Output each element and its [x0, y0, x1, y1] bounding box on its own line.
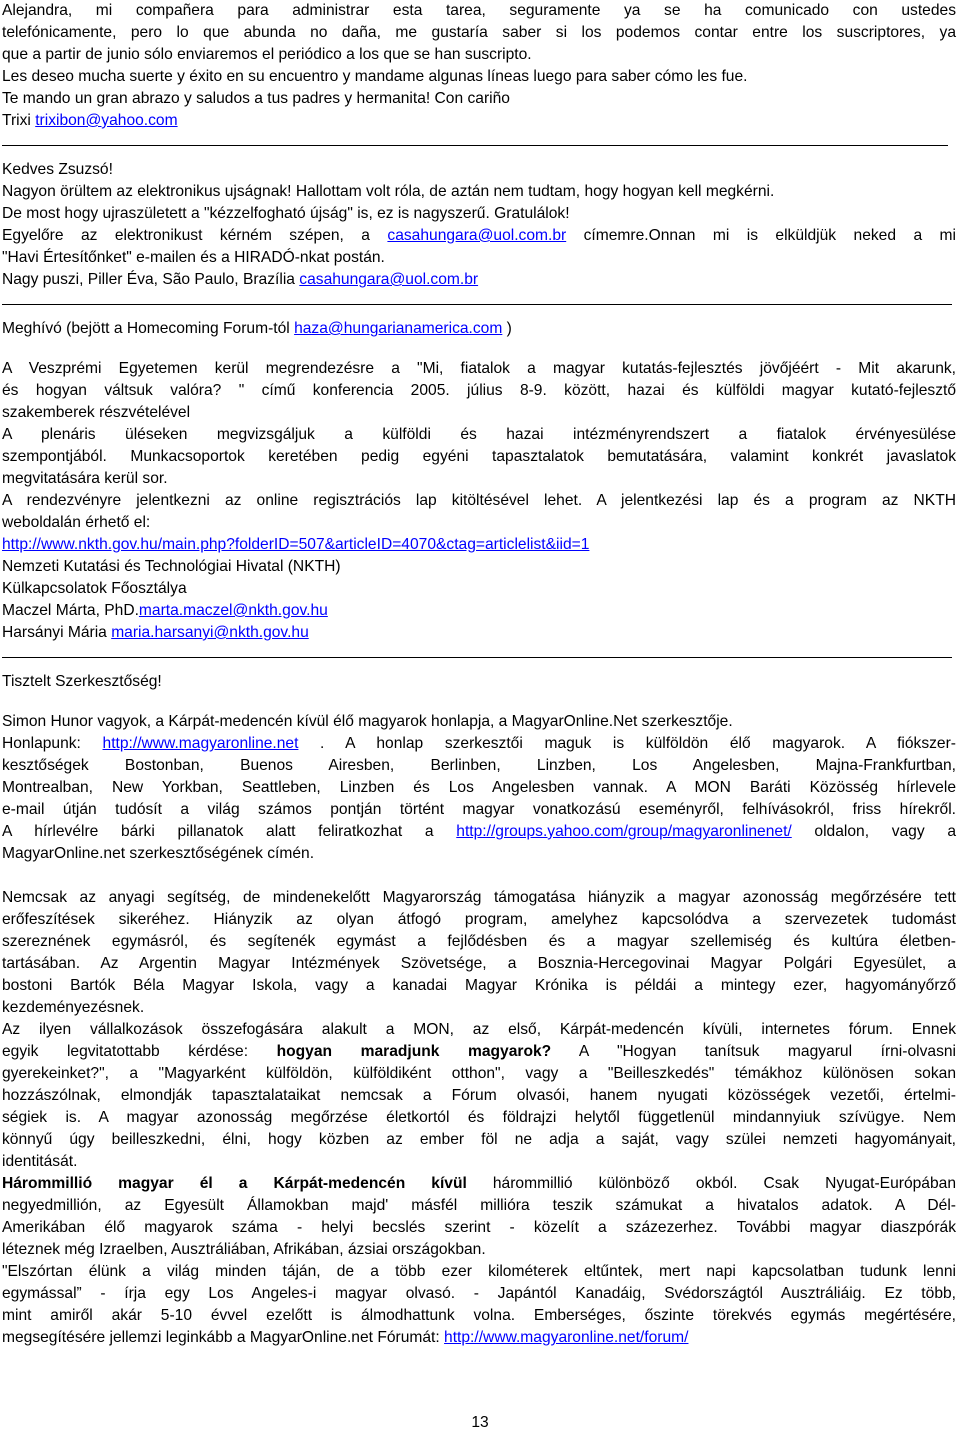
text-fragment: megsegítésére jellemzi leginkább a MagyarOnline.net Fórumát: — [2, 1329, 445, 1346]
text-line: erőfeszítések sikeréhez. Hiányzik az olyan átfogó program, amelyhez kapcsolódva a szervezetek tudomást — [2, 911, 956, 928]
letter-spanish — [2, 0, 956, 132]
text-line: szakemberek részvételével — [2, 404, 191, 421]
text-fragment: Honlapunk: — [2, 735, 103, 752]
text-fragment: hárommillió különböző okból. Csak Nyugat-Európában — [466, 1175, 956, 1192]
text-line: Az ilyen vállalkozások összefogására alakult a MON, az első, Kárpát-medencén kívüli, internetes fórum. Ennek — [2, 1021, 956, 1038]
invitation-body — [2, 358, 956, 644]
bold-question: hogyan maradjunk magyarok? — [276, 1043, 552, 1060]
text-line: que a partir de junio sólo enviaremos el periódico a los que se han suscripto. — [2, 46, 532, 63]
text-line: Simon Hunor vagyok, a Kárpát-medencén kívül élő magyarok honlapja, a MagyarOnline.Net szerkesztője. — [2, 713, 733, 730]
greeting: Kedves Zsuzsó! — [2, 161, 113, 178]
text-line — [2, 269, 956, 291]
website-link[interactable]: http://www.magyaronline.net — [102, 735, 299, 752]
text-fragment: ) — [502, 320, 512, 337]
letter-zsuzso — [2, 159, 956, 291]
letter-magyaronline-p2 — [2, 887, 956, 1349]
text-line: Les deseo mucha suerte y éxito en su encuentro y mandame algunas líneas luego para saber cómo les fue. — [2, 68, 748, 85]
text-line: gyerekeinket?", a "Magyarként külföldön, külföldiként otthon", vagy a "Beilleszkedés" témákhoz különösen sokan — [2, 1065, 956, 1082]
text-fragment: oldalon, vagy a — [791, 823, 956, 840]
text-line: A rendezvényre jelentkezni az online regisztrációs lap kitöltésével lehet. A jelentkezési lap és a program az NKTH — [2, 492, 956, 509]
text-line: mint amiről akár 5-10 évvel ezelőtt is álmodhattunk volna. Emberséges, őszinte törekvés egymás megértésére, — [2, 1307, 956, 1324]
invitation-heading — [2, 318, 956, 340]
page-number: 13 — [471, 1414, 489, 1431]
text-line: hozzászólnak, elmondják tapasztalataikat nemcsak a Fórum olvasói, hanem nyugati közösségek vezetői, értelmi- — [2, 1087, 956, 1104]
greeting: Tisztelt Szerkesztőség! — [2, 673, 162, 690]
text-line: Alejandra, mi compañera para administrar esta tarea, seguramente ya se ha comunicado con ustedes — [2, 2, 956, 19]
text-line: e-mail útján tudósít a világ számos pontján történt magyar vonatkozású eseményről, felhívásokról, friss hírekről. — [2, 801, 956, 818]
text-line: bostoni Bartók Béla Magyar Iskola, vagy a kanadai Magyar Krónika is példái a mintegy ezer, hagyományőrző — [2, 977, 956, 994]
text-line: Nagyon örültem az elektronikus ujságnak! Hallottam volt róla, de aztán nem tudtam, hogy hogyan kell megkérni. — [2, 183, 775, 200]
text-line — [2, 318, 956, 340]
text-line: A plenáris üléseken megvizsgáljuk a külföldi és hazai intézményrendszert a fiatalok érvényesülése — [2, 426, 956, 443]
contact-line — [2, 622, 956, 644]
email-link[interactable]: maria.harsanyi@nkth.gov.hu — [111, 624, 309, 641]
forum-link[interactable]: http://www.magyaronline.net/forum/ — [444, 1329, 689, 1346]
text-line — [2, 821, 956, 843]
text-fragment: címemre.Onnan mi is elküldjük neked a mi — [566, 227, 956, 244]
org-department: Külkapcsolatok Főosztálya — [2, 580, 187, 597]
text-line: "Elszórtan élünk a világ minden táján, de a több ezer kilométerek eltűntek, mert napi kapcsolatban tudunk lenni — [2, 1263, 956, 1280]
text-fragment: A hírlevélre bárki pillanatok alatt feliratkozhat a — [2, 823, 457, 840]
text-line: kesztőségek Bostonban, Buenos Airesben, Berlinben, Linzben, Los Angelesben, Majna-Frankfurtban, — [2, 757, 956, 774]
email-link[interactable]: trixibon@yahoo.com — [35, 112, 178, 129]
email-link[interactable]: casahungara@uol.com.br — [387, 227, 567, 244]
text-line: identitását. — [2, 1153, 78, 1170]
text-fragment: egyik legvitatottabb kérdése: — [2, 1043, 277, 1060]
email-link[interactable]: casahungara@uol.com.br — [299, 271, 479, 288]
text-line — [2, 1327, 956, 1349]
newsletter-link[interactable]: http://groups.yahoo.com/group/magyaronlinenet/ — [456, 823, 792, 840]
signature-line — [2, 110, 956, 132]
letter-magyaronline-greeting — [2, 671, 956, 693]
text-line: MagyarOnline.net szerkesztőségének címén. — [2, 845, 315, 862]
letter-magyaronline-p1 — [2, 711, 956, 865]
text-line — [2, 225, 956, 247]
text-line: Te mando un gran abrazo y saludos a tus padres y hermanita! Con cariño — [2, 90, 510, 107]
text-line: De most hogy ujraszületett a "kézzelfogható újság" is, ez is nagyszerű. Gratulálok! — [2, 205, 570, 222]
text-line: "Havi Értesítőnket" e-mailen és a HIRADÓ-nkat postán. — [2, 249, 385, 266]
document-page — [2, 0, 956, 1349]
signature-name: Trixi — [2, 112, 36, 129]
contact-name: Maczel Márta, PhD. — [2, 602, 139, 619]
email-link[interactable]: haza@hungarianamerica.com — [294, 320, 503, 337]
text-line — [2, 534, 956, 556]
text-line: negyedmillión, az Egyesült Államokban majd' másfél millióra teszik számukat a hivatalos adatok. A Dél- — [2, 1197, 956, 1214]
text-line: tartásában. Az Argentin Magyar Intézmények Szövetsége, a Bosznia-Hercegovinai Magyar Polgári Egyesület, a — [2, 955, 956, 972]
text-line: léteznek még Izraelben, Ausztráliában, Afrikában, ázsiai országokban. — [2, 1241, 486, 1258]
text-fragment: A "Hogyan tanítsuk magyarul írni-olvasni — [551, 1043, 957, 1060]
text-line: szempontjából. Munkacsoportok keretében pedig egyéni tapasztalatok bemutatására, valamint konkrét javaslatok — [2, 448, 956, 465]
text-line: weboldalán érhető el: — [2, 514, 151, 531]
text-line: könnyű úgy beilleszkedni, élni, hogy közben az ember föl ne adja a saját, vagy szülei nemzeti hagyományait, — [2, 1131, 956, 1148]
text-line — [2, 1041, 956, 1063]
text-line: egymással” - írja egy Los Angeles-i magyar olvasó. - Japántól Kanadáig, Svédországtól Ausztráliáig. Ez több, — [2, 1285, 956, 1302]
text-line: szereznének egymásról, és segítenék egymást a fejlődésben és a magyar szellemiség és kultúra életben- — [2, 933, 956, 950]
text-line — [2, 733, 956, 755]
contact-name: Harsányi Mária — [2, 624, 112, 641]
text-line: megvitatására kerül sor. — [2, 470, 168, 487]
text-line: Nemcsak az anyagi segítség, de mindenekelőtt Magyarország támogatása hiányzik a magyar azonosság megőrzésére tett — [2, 889, 956, 906]
registration-url-link[interactable]: http://www.nkth.gov.hu/main.php?folderID=507&articleID=4070&ctag=articlelist&iid=1 — [2, 536, 590, 553]
text-fragment: Egyelőre az elektronikust kérném szépen, a — [2, 227, 388, 244]
text-line — [2, 1173, 956, 1195]
text-fragment: Meghívó (bejött a Homecoming Forum-tól — [2, 320, 295, 337]
text-line: Montrealban, New Yorkban, Seattleben, Linzben és Los Angelesben vannak. A MON Baráti Közösség hírlevele — [2, 779, 956, 796]
contact-line — [2, 600, 956, 622]
org-name: Nemzeti Kutatási és Technológiai Hivatal (NKTH) — [2, 558, 341, 575]
text-fragment: . A honlap szerkesztői maguk is külföldön élő magyarok. A fiókszer- — [298, 735, 956, 752]
text-fragment: Nagy puszi, Piller Éva, São Paulo, Brazília — [2, 271, 300, 288]
text-line: kezdeményezésnek. — [2, 999, 145, 1016]
text-line: ségiek is. A magyar azonosság megőrzése életkortól és földrajzi helytől függetlenül mindannyiuk szívügye. Nem — [2, 1109, 956, 1126]
email-link[interactable]: marta.maczel@nkth.gov.hu — [138, 602, 328, 619]
text-line: A Veszprémi Egyetemen kerül megrendezésre a "Mi, fiatalok a magyar kutatás-fejlesztés jövőjéért - Mit akarunk, — [2, 360, 956, 377]
text-line: Amerikában élő magyarok száma - helyi becslés szerint - közelít a százezerhez. További magyar diaszpórák — [2, 1219, 956, 1236]
text-line: telefónicamente, pero lo que abunda no daña, me gustaría saber si los podemos contar entre los suscriptores, ya — [2, 24, 956, 41]
text-line: és hogyan váltsuk valóra? " című konferencia 2005. július 8-9. között, hazai és külföldi magyar kutató-fejlesztő — [2, 382, 956, 399]
bold-statement: Hárommillió magyar él a Kárpát-medencén kívül — [2, 1175, 467, 1192]
